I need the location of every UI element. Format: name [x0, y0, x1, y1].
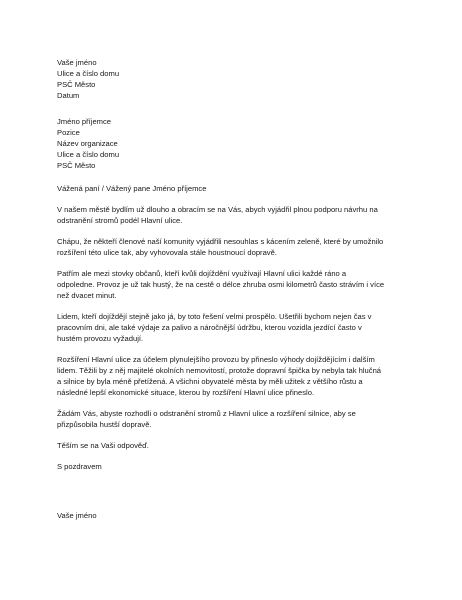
paragraph-line: lidem. Těžili by z něj majitelé okolních nemovitostí, protože dopravní špička by nebyla tak hlučná [57, 366, 382, 375]
paragraph-line: Rozšíření Hlavní ulice za účelem plynulejšího provozu by přineslo výhody dojíždějícím i dalším [57, 355, 375, 364]
paragraph-line: V našem městě bydlím už dlouho a obracím se na Vás, abych vyjádřil plnou podporu návrhu na [57, 205, 378, 214]
paragraph-line: přizpůsobila hustší dopravě. [57, 420, 152, 429]
paragraph-line: a silnice by byla méně přetížená. A všichni obyvatelé města by měli užitek z většího růstu a [57, 377, 363, 386]
paragraph [57, 440, 412, 451]
paragraph-line: odpoledne. Provoz je už tak hustý, že na cestě o délce zhruba osmi kilometrů často strávím i více [57, 280, 385, 289]
paragraph-line: Žádám Vás, abyste rozhodli o odstranění stromů z Hlavní ulice a rozšíření silnice, aby se [57, 409, 356, 418]
paragraph-line: rozšíření této ulice tak, aby vyhovovala stále houstnoucí dopravě. [57, 248, 277, 257]
sender-address [57, 57, 412, 101]
paragraph-line: Patřím ale mezi stovky občanů, kteří kvůli dojíždění využívají Hlavní ulici každé ráno a [57, 269, 347, 278]
letter-body [57, 204, 412, 451]
closing: S pozdravem [57, 462, 102, 471]
paragraph-line: odstranění stromů podél Hlavní ulice. [57, 216, 183, 225]
paragraph-line: Lidem, kteří dojíždějí stejně jako já, by toto řešení velmi prospělo. Ušetřili bychom nejen čas v [57, 312, 372, 321]
paragraph [57, 311, 412, 344]
sender-name: Vaše jméno [57, 58, 97, 67]
sender-street: Ulice a číslo domu [57, 69, 120, 78]
sender-city: PSČ Město [57, 80, 96, 89]
paragraph-line: hustém provozu vyžadují. [57, 334, 144, 343]
recipient-address [57, 116, 412, 171]
paragraph [57, 408, 412, 430]
paragraph [57, 354, 412, 398]
recipient-street: Ulice a číslo domu [57, 150, 120, 159]
salutation: Vážená paní / Vážený pane Jméno příjemce [57, 184, 207, 193]
recipient-city: PSČ Město [57, 161, 96, 170]
signature-name: Vaše jméno [57, 511, 97, 520]
signature-space [57, 472, 412, 510]
paragraph-line: pracovním dni, ale také výdaje za palivo a náročnější údržbu, kterou vozidla jezdící často v [57, 323, 362, 332]
paragraph-line: než dvacet minut. [57, 291, 117, 300]
paragraph [57, 236, 412, 258]
paragraph-line: následné lepší ekonomické situace, kterou by rozšíření Hlavní ulice přineslo. [57, 388, 315, 397]
recipient-organization: Název organizace [57, 139, 118, 148]
recipient-name: Jméno příjemce [57, 117, 112, 126]
paragraph [57, 268, 412, 301]
sender-date: Datum [57, 91, 80, 100]
letter-page [57, 57, 412, 521]
paragraph [57, 204, 412, 226]
paragraph-line: Těším se na Vaši odpověď. [57, 441, 149, 450]
paragraph-line: Chápu, že někteří členové naší komunity vyjádřili nesouhlas s kácením zeleně, které by umožnilo [57, 237, 384, 246]
recipient-position: Pozice [57, 128, 80, 137]
